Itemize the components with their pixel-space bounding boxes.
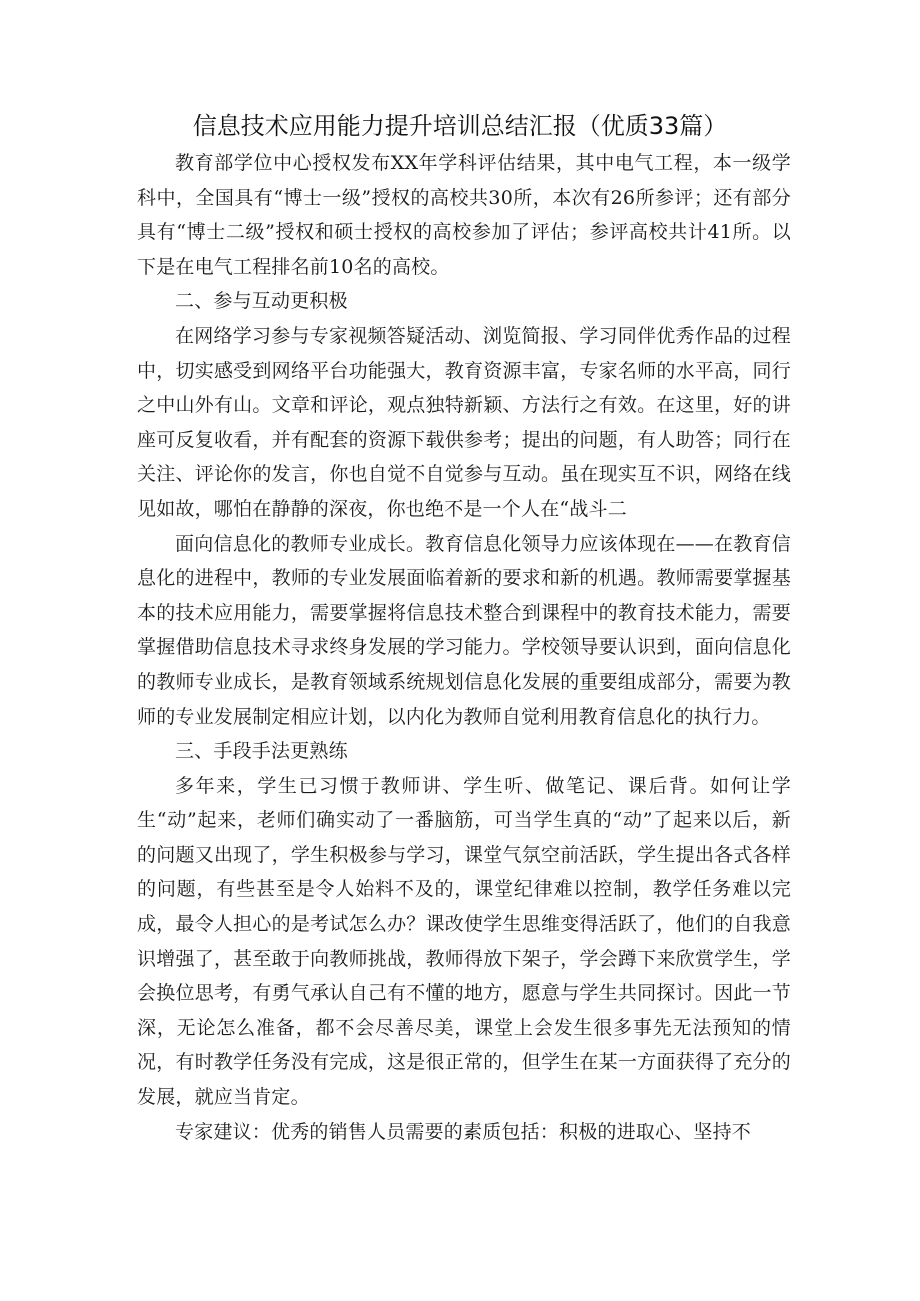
section-heading-interaction: 二、参与互动更积极: [175, 290, 348, 313]
document-body: [137, 146, 791, 1149]
paragraph-expert-advice: 专家建议：优秀的销售人员需要的素质包括：积极的进取心、坚持不: [175, 1120, 752, 1143]
paragraph-online-learning: 在网络学习参与专家视频答疑活动、浏览简报、学习同伴优秀作品的过程中，切实感受到网络平台功能强大，教育资源丰富，专家名师的水平高，同行之中山外有山。文章和评论，观点独特新颖、方法行之有效。在这里，好的讲座可反复收看，并有配套的资源下载供参考；提出的问题，有人助答；同行在关注、评论你的发言，你也自觉不自觉参与互动。虽在现实互不识，网络在线见如故，哪怕在静静的深夜，你也绝不是一个人在“战斗二: [137, 324, 791, 520]
paragraph-teacher-growth: 面向信息化的教师专业成长。教育信息化领导力应该体现在——在教育信息化的进程中，教师的专业发展面临着新的要求和新的机遇。教师需要掌握基本的技术应用能力，需要掌握将信息技术整合到课程中的教育技术能力，需要掌握借助信息技术寻求终身发展的学习能力。学校领导要认识到，面向信息化的教师专业成长，是教育领域系统规划信息化发展的重要组成部分，需要为教师的专业发展制定相应计划，以内化为教师自觉利用教育信息化的执行力。: [137, 532, 791, 728]
paragraph-evaluation-results: 教育部学位中心授权发布XX年学科评估结果，其中电气工程，本一级学科中，全国具有“博士一级”授权的高校共30所，本次有26所参评；还有部分具有“博士二级”授权和硕士授权的高校参加了评估；参评高校共计41所。以下是在电气工程排名前10名的高校。: [137, 152, 791, 278]
document-title: 信息技术应用能力提升培训总结汇报（优质33篇）: [192, 112, 728, 140]
section-heading-methods: 三、手段手法更熟练: [175, 740, 348, 763]
paragraph-student-activity: 多年来，学生已习惯于教师讲、学生听、做笔记、课后背。如何让学生“动”起来，老师们确实动了一番脑筋，可当学生真的“动”了起来以后，新的问题又出现了，学生积极参与学习，课堂气氛空前活跃，学生提出各式各样的问题，有些甚至是令人始料不及的，课堂纪律难以控制，教学任务难以完成，最令人担心的是考试怎么办？课改使学生思维变得活跃了，他们的自我意识增强了，甚至敢于向教师挑战，教师得放下架子，学会蹲下来欣赏学生，学会换位思考，有勇气承认自己有不懂的地方，愿意与学生共同探讨。因此一节深，无论怎么准备，都不会尽善尽美，课堂上会发生很多事先无法预知的情况，有时教学任务没有完成，这是很正常的，但学生在某一方面获得了充分的发展，就应当肯定。: [137, 774, 791, 1109]
